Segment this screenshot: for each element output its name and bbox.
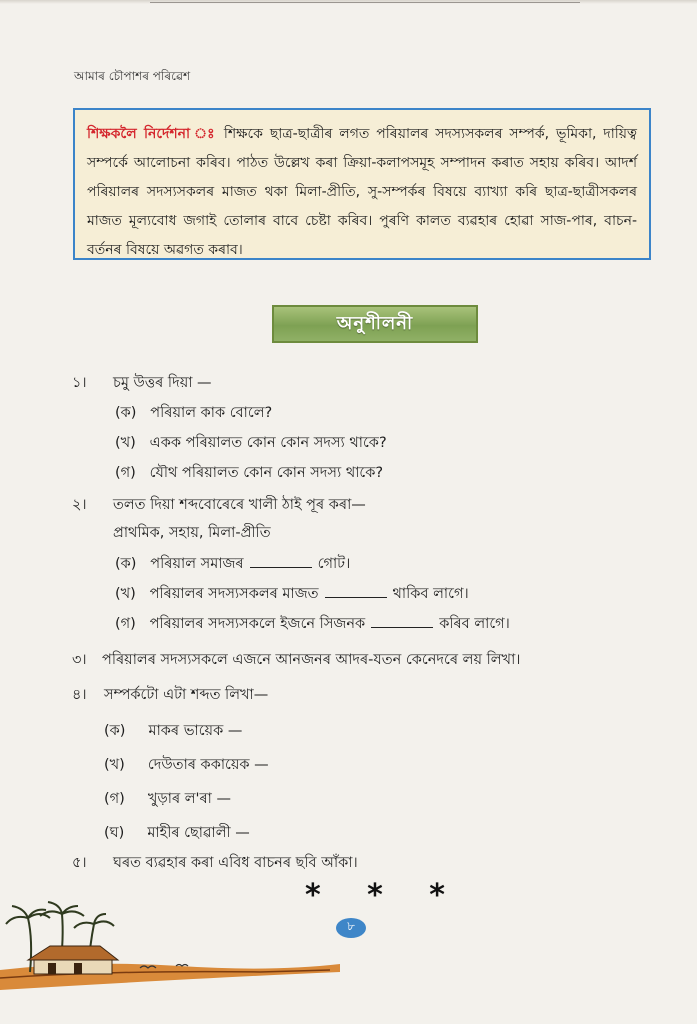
option-text: একক পৰিয়ালত কোন কোন সদস্য থাকে? xyxy=(149,435,387,451)
option-text-before: পৰিয়াল সমাজৰ xyxy=(150,556,244,572)
option-text-before: পৰিয়ালৰ সদস্যসকলৰ মাজত xyxy=(149,586,319,602)
q1-option-kha xyxy=(115,432,387,456)
q2-text: তলত দিয়া শব্দবোৰেৰে খালী ঠাই পূৰ কৰা— xyxy=(113,497,366,513)
q4-text: সম্পৰ্কটো এটা শব্দত লিখা— xyxy=(104,687,269,703)
option-label: (ঘ) xyxy=(104,825,125,841)
option-text: দেউতাৰ ককায়েক — xyxy=(147,757,269,773)
option-text-after: থাকিব লাগে। xyxy=(392,586,469,602)
option-label: (গ) xyxy=(115,616,136,632)
top-rule xyxy=(150,2,580,3)
page-header: আমাৰ চৌপাশৰ পৰিৱেশ xyxy=(74,69,191,83)
option-label: (গ) xyxy=(104,791,125,807)
instruction-title: শিক্ষকলৈ নিৰ্দেশনা ঃ xyxy=(87,126,217,142)
q4-number: ৪। xyxy=(72,687,87,703)
q2-word-list: প্ৰাথমিক, সহায়, মিলা-প্ৰীতি xyxy=(113,525,271,541)
option-label: (খ) xyxy=(115,435,136,451)
q3-number: ৩। xyxy=(72,652,87,668)
option-label: (ক) xyxy=(115,556,137,572)
village-scene-illustration xyxy=(0,900,340,990)
option-text: মাকৰ ভায়েক — xyxy=(148,723,243,739)
q5-number: ৫। xyxy=(72,855,87,871)
fill-blank[interactable] xyxy=(325,585,387,598)
q4-option-ka xyxy=(104,720,242,744)
option-label: (ক) xyxy=(115,405,137,421)
exercise-title: অনুশীলনী xyxy=(336,312,414,334)
q2-option-ga xyxy=(115,613,510,637)
fill-blank[interactable] xyxy=(250,555,312,568)
q2-option-ka xyxy=(115,553,350,577)
option-label: (খ) xyxy=(104,757,125,773)
option-text-before: পৰিয়ালৰ সদস্যসকলে ইজনে সিজনক xyxy=(149,616,366,632)
fill-blank[interactable] xyxy=(371,615,433,628)
q4-option-ga xyxy=(104,788,231,812)
q2-number: ২। xyxy=(72,497,87,513)
q1-text: চমু উত্তৰ দিয়া — xyxy=(113,375,212,391)
option-label: (ক) xyxy=(104,723,126,739)
section-end-stars: * * * xyxy=(305,878,463,913)
option-text: মাহীৰ ছোৱালী — xyxy=(147,825,250,841)
instruction-body: শিক্ষকে ছাত্ৰ-ছাত্ৰীৰ লগত পৰিয়ালৰ সদস্যসকলৰ সম্পৰ্ক, ভূমিকা, দায়িত্ব সম্পৰ্কে আলোচনা কৰিব। পাঠত উল্লেখ কৰা ক্ৰিয়া-কলাপসমূহ সম্পাদন কৰাত সহায় কৰিব। আদৰ্শ পৰিয়ালৰ সদস্যসকলৰ মাজত থকা মিলা-প্ৰীতি, সু-সম্পৰ্কৰ বিষয়ে ব্যাখ্যা কৰি ছাত্ৰ-ছাত্ৰীসকলৰ মাজত মূল্যবোধ জগাই তোলাৰ বাবে চেষ্টা কৰিব। পুৰণি কালত ব্যৱহাৰ হোৱা সাজ-পাৰ, বাচন-বৰ্তনৰ বিষয়ে অৱগত কৰাব। xyxy=(87,126,637,258)
q1-option-ka xyxy=(115,402,272,426)
q3-text: পৰিয়ালৰ সদস্যসকলে এজনে আনজনৰ আদৰ-যতন কেনেদৰে লয় লিখা। xyxy=(102,652,521,668)
q1-number: ১। xyxy=(72,375,87,391)
q4-option-gha xyxy=(104,822,250,846)
option-text: যৌথ পৰিয়ালত কোন কোন সদস্য থাকে? xyxy=(149,465,384,481)
option-text-after: কৰিব লাগে। xyxy=(439,616,510,632)
option-text: খুড়াৰ ল'ৰা — xyxy=(147,791,231,807)
hut-icon xyxy=(28,946,118,974)
instruction-paragraph xyxy=(87,120,637,265)
page-number-badge: ৮ xyxy=(336,918,366,938)
q1-option-ga xyxy=(115,462,383,486)
teacher-instruction-box xyxy=(73,108,651,260)
q2-option-kha xyxy=(115,583,469,607)
q4-option-kha xyxy=(104,754,269,778)
option-label: (খ) xyxy=(115,586,136,602)
q5-text: ঘৰত ব্যৱহাৰ কৰা এবিধ বাচনৰ ছবি আঁকা। xyxy=(113,855,358,871)
option-text-after: গোট। xyxy=(317,556,351,572)
exercise-title-banner xyxy=(272,305,478,343)
option-text: পৰিয়াল কাক বোলে? xyxy=(150,405,273,421)
option-label: (গ) xyxy=(115,465,136,481)
